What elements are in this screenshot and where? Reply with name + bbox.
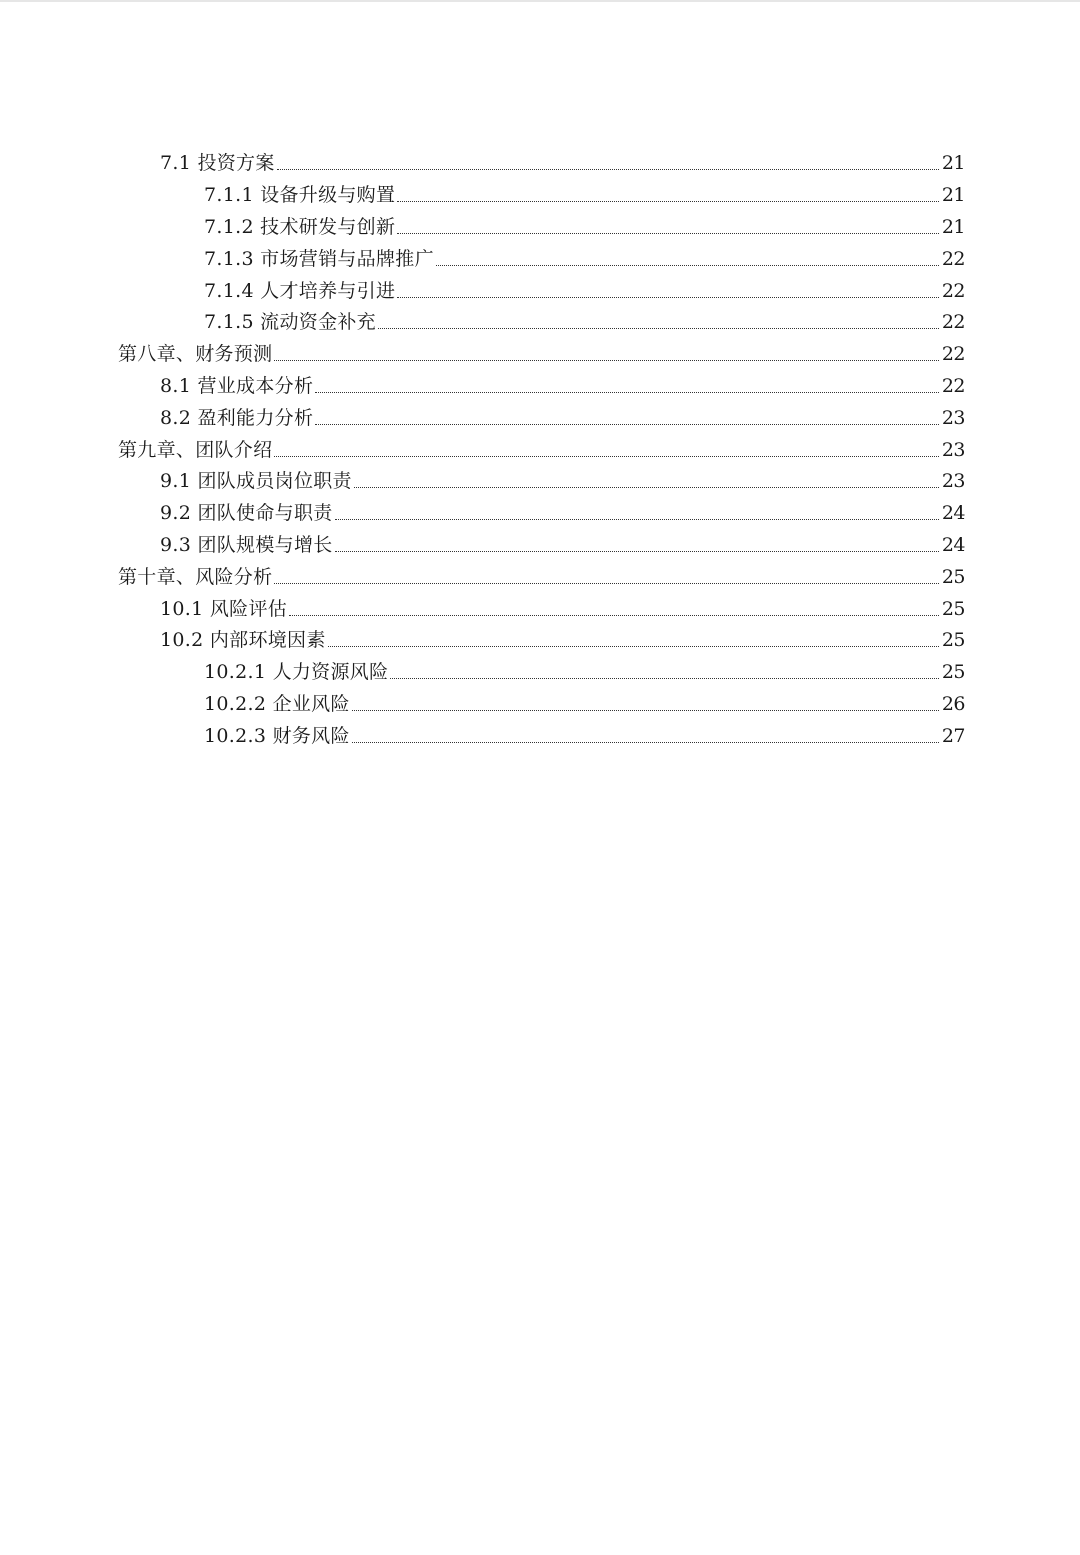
toc-entry[interactable] (0, 339, 1080, 371)
toc-dot-leader (289, 615, 939, 616)
toc-entry[interactable] (0, 689, 1080, 721)
toc-entry[interactable] (0, 720, 1080, 752)
toc-entry-label: 9.3 团队规模与增长 (160, 533, 333, 556)
toc-entry-page: 23 (941, 438, 965, 461)
toc-dot-leader (397, 233, 939, 234)
toc-entry[interactable] (0, 212, 1080, 244)
toc-entry[interactable] (0, 561, 1080, 593)
toc-dot-leader (315, 424, 939, 425)
toc-entry-label: 第八章、财务预测 (118, 343, 273, 366)
toc-entry-page: 21 (941, 215, 965, 238)
toc-dot-leader (335, 551, 939, 552)
toc-dot-leader (378, 328, 939, 329)
toc-entry-page: 26 (941, 692, 965, 715)
toc-dot-leader (274, 583, 938, 584)
toc-entry-label: 10.2.1 人力资源风险 (204, 661, 389, 684)
toc-entry[interactable] (0, 275, 1080, 307)
toc-dot-leader (354, 487, 939, 488)
toc-dot-leader (436, 265, 939, 266)
toc-dot-leader (397, 297, 939, 298)
toc-entry[interactable] (0, 498, 1080, 530)
toc-dot-leader (352, 742, 939, 743)
toc-entry-label: 8.1 营业成本分析 (160, 374, 314, 397)
toc-entry-label: 10.1 风险评估 (160, 597, 288, 620)
toc-entry[interactable] (0, 625, 1080, 657)
toc-entry-page: 22 (941, 247, 965, 270)
table-of-contents (0, 148, 1080, 752)
toc-entry-label: 10.2.2 企业风险 (204, 692, 350, 715)
toc-entry-page: 22 (941, 311, 965, 334)
toc-entry-label: 7.1.1 设备升级与购置 (204, 184, 396, 207)
toc-entry-label: 10.2.3 财务风险 (204, 724, 350, 747)
toc-entry[interactable] (0, 434, 1080, 466)
toc-entry-page: 25 (941, 597, 965, 620)
toc-entry-page: 23 (941, 470, 965, 493)
toc-entry[interactable] (0, 530, 1080, 562)
toc-entry-page: 25 (941, 661, 965, 684)
toc-entry[interactable] (0, 243, 1080, 275)
toc-entry-page: 21 (941, 184, 965, 207)
toc-entry-page: 24 (941, 533, 965, 556)
toc-entry-page: 25 (941, 565, 965, 588)
toc-entry-label: 第十章、风险分析 (118, 565, 273, 588)
toc-dot-leader (274, 456, 938, 457)
toc-entry-page: 23 (941, 406, 965, 429)
toc-entry-page: 22 (941, 279, 965, 302)
toc-entry-page: 22 (941, 343, 965, 366)
toc-entry-label: 10.2 内部环境因素 (160, 629, 326, 652)
page-top-edge (0, 0, 1080, 2)
toc-dot-leader (390, 678, 938, 679)
toc-entry-page: 22 (941, 374, 965, 397)
toc-entry[interactable] (0, 593, 1080, 625)
toc-dot-leader (335, 519, 939, 520)
toc-entry-page: 27 (941, 724, 965, 747)
toc-dot-leader (352, 710, 939, 711)
toc-entry[interactable] (0, 402, 1080, 434)
toc-entry[interactable] (0, 180, 1080, 212)
toc-entry-label: 9.1 团队成员岗位职责 (160, 470, 352, 493)
toc-entry-label: 7.1.3 市场营销与品牌推广 (204, 247, 434, 270)
toc-dot-leader (315, 392, 939, 393)
toc-entry-label: 8.2 盈利能力分析 (160, 406, 314, 429)
toc-dot-leader (328, 646, 939, 647)
toc-dot-leader (277, 169, 939, 170)
toc-entry[interactable] (0, 371, 1080, 403)
toc-entry-label: 7.1 投资方案 (160, 152, 275, 175)
toc-entry-page: 21 (941, 152, 965, 175)
toc-entry-label: 第九章、团队介绍 (118, 438, 273, 461)
toc-entry[interactable] (0, 148, 1080, 180)
toc-entry-label: 7.1.5 流动资金补充 (204, 311, 376, 334)
toc-entry[interactable] (0, 307, 1080, 339)
toc-dot-leader (274, 360, 938, 361)
toc-dot-leader (397, 201, 939, 202)
toc-entry[interactable] (0, 466, 1080, 498)
toc-entry-page: 25 (941, 629, 965, 652)
toc-entry-label: 9.2 团队使命与职责 (160, 502, 333, 525)
toc-entry-page: 24 (941, 502, 965, 525)
toc-entry-label: 7.1.4 人才培养与引进 (204, 279, 396, 302)
toc-entry[interactable] (0, 657, 1080, 689)
toc-entry-label: 7.1.2 技术研发与创新 (204, 215, 396, 238)
